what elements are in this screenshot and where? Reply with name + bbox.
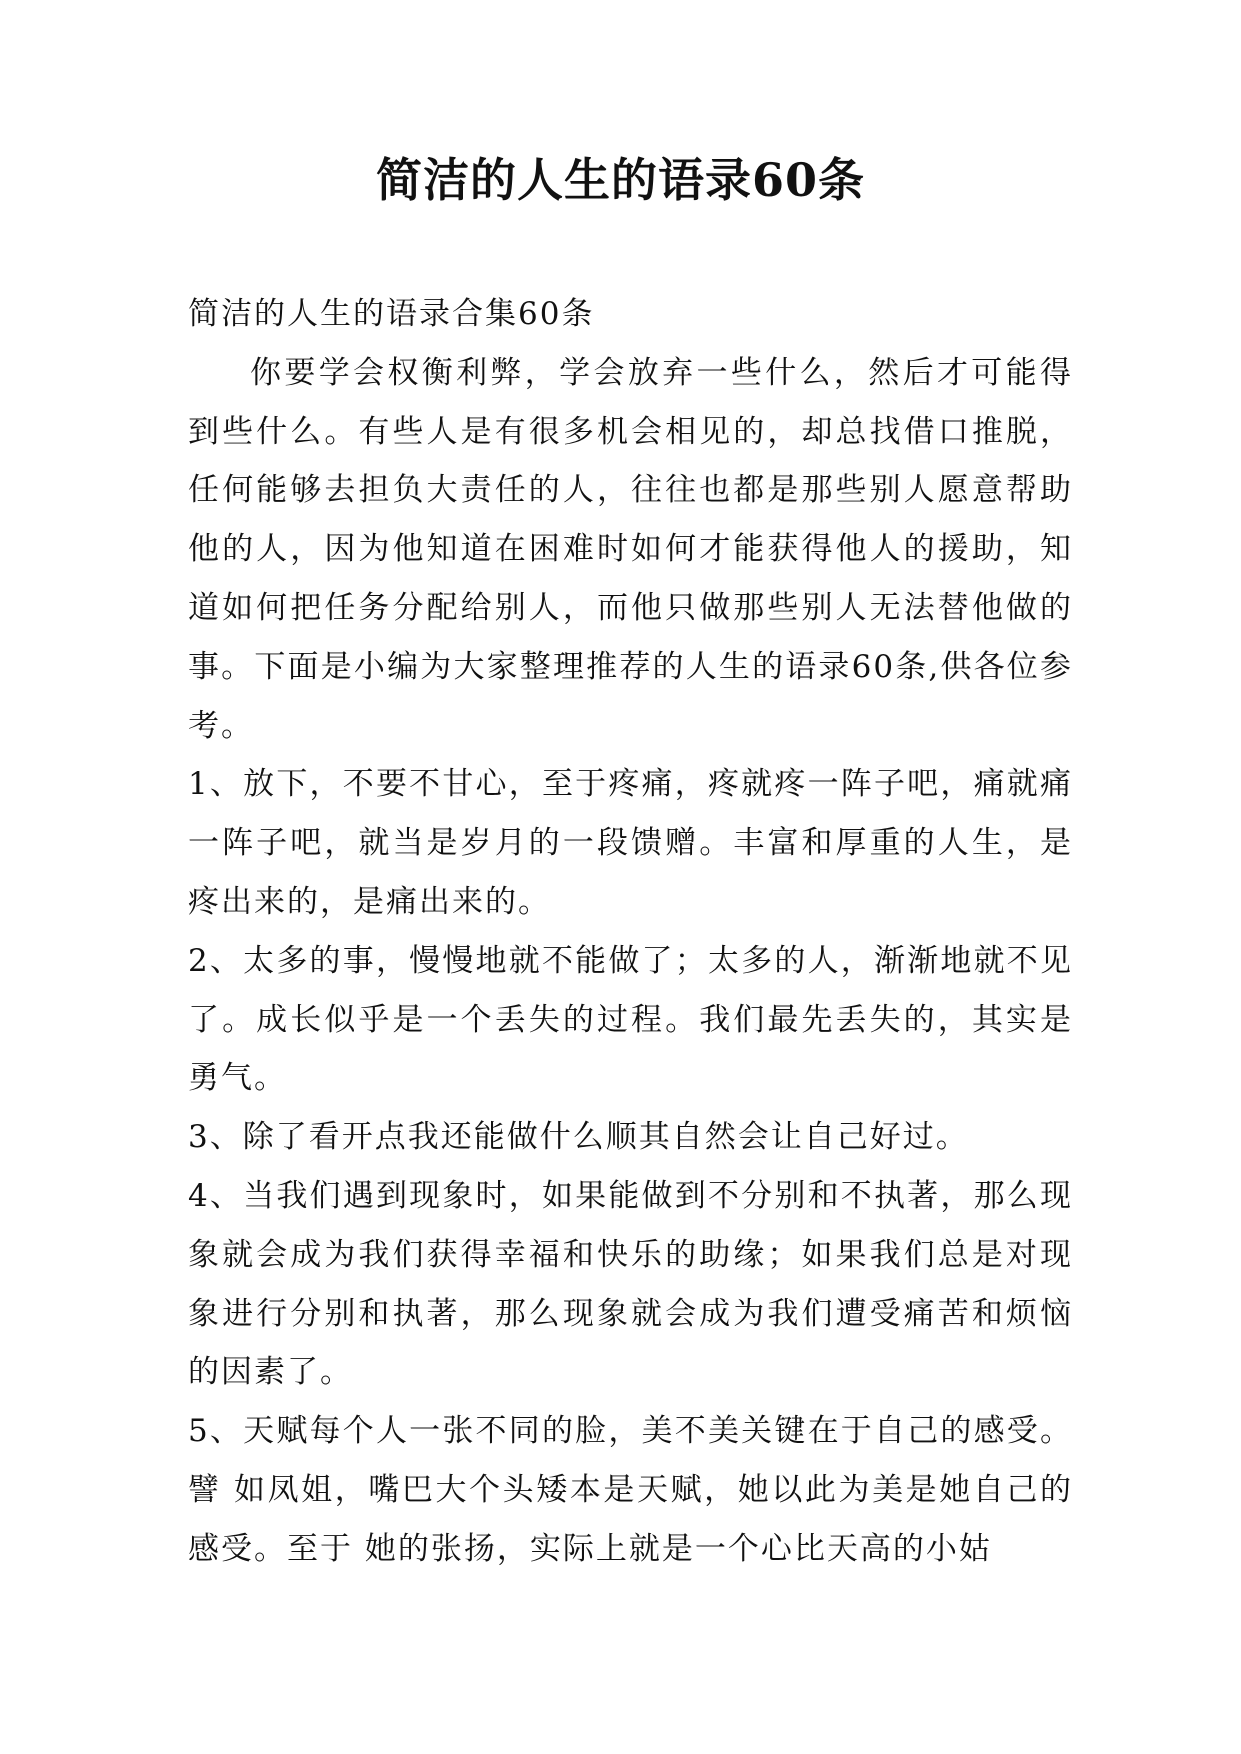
document-body: [188, 285, 1073, 1579]
document-subtitle: 简洁的人生的语录合集60条: [188, 296, 595, 332]
document-title: 简洁的人生的语录60条: [375, 153, 865, 207]
intro-paragraph: 你要学会权衡利弊，学会放弃一些什么，然后才可能得到些什么。有些人是有很多机会相见的，却总找借口推脱，任何能够去担负大责任的人，往往也都是那些别人愿意帮助他的人，因为他知道在困难时如何才能获得他人的援助，知道如何把任务分配给别人，而他只做那些别人无法替他做的事。下面是小编为大家整理推荐的人生的语录60条,供各位参考。: [188, 354, 1073, 744]
quote-item-1: 1、放下，不要不甘心，至于疼痛，疼就疼一阵子吧，痛就痛一阵子吧，就当是岁月的一段馈赠。丰富和厚重的人生，是疼出来的，是痛出来的。: [188, 766, 1073, 920]
quote-item-3: 3、除了看开点我还能做什么顺其自然会让自己好过。: [188, 1119, 969, 1156]
quote-item-2: 2、太多的事，慢慢地就不能做了；太多的人，渐渐地就不见了。成长似乎是一个丢失的过程。我们最先丢失的，其实是勇气。: [188, 942, 1073, 1097]
quote-item-4: 4、当我们遇到现象时，如果能做到不分别和不执著，那么现象就会成为我们获得幸福和快乐的助缘；如果我们总是对现象进行分别和执著，那么现象就会成为我们遭受痛苦和烦恼的因素了。: [188, 1177, 1073, 1391]
quote-item-5: 5、天赋每个人一张不同的脸，美不美关键在于自己的感受。譬 如凤姐，嘴巴大个头矮本是天赋，她以此为美是她自己的感受。至于 她的张扬，实际上就是一个心比天高的小姑: [188, 1413, 1073, 1567]
